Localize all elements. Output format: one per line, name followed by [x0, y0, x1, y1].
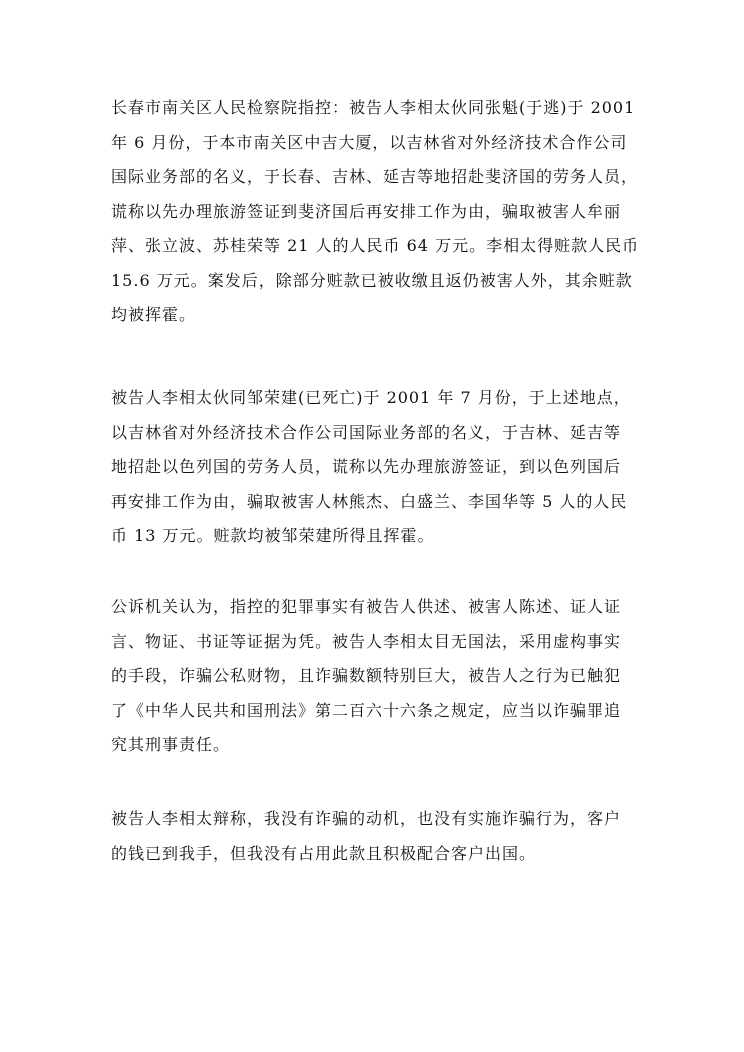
paragraph-line: 再安排工作为由，骗取被害人林熊杰、白盛兰、李国华等 5 人的人民 [111, 491, 628, 511]
paragraph-line: 15.6 万元。案发后，除部分赃款已被收缴且返仍被害人外，其余赃款 [111, 270, 633, 290]
paragraph-defense [111, 802, 641, 871]
paragraph-line: 均被挥霍。 [111, 305, 197, 324]
paragraph-line: 年 6 月份，于本市南关区中吉大厦，以吉林省对外经济技术合作公司 [111, 132, 628, 152]
paragraph-prosecution-opinion [111, 590, 641, 763]
paragraph-line: 被告人李相太辩称，我没有诈骗的动机，也没有实施诈骗行为，客户 [111, 809, 622, 828]
paragraph-line: 的钱已到我手，但我没有占用此款且积极配合客户出国。 [111, 843, 537, 863]
paragraph-line: 了《中华人民共和国刑法》第二百六十六条之规定，应当以诈骗罪追 [111, 700, 622, 720]
paragraph-line: 言、物证、书证等证据为凭。被告人李相太目无国法，采用虚构事实 [111, 631, 622, 651]
paragraph-second-charge [111, 381, 641, 554]
paragraph-line: 以吉林省对外经济技术合作公司国际业务部的名义，于吉林、延吉等 [111, 422, 622, 442]
paragraph-line: 萍、张立波、苏桂荣等 21 人的人民币 64 万元。李相太得赃款人民币 [111, 236, 640, 255]
paragraph-line: 谎称以先办理旅游签证到斐济国后再安排工作为由，骗取被害人牟丽 [111, 201, 622, 221]
paragraph-line: 被告人李相太伙同邹荣建(已死亡)于 2001 年 7 月份，于上述地点， [111, 388, 631, 407]
paragraph-line: 究其刑事责任。 [111, 735, 231, 754]
paragraph-line: 公诉机关认为，指控的犯罪事实有被告人供述、被害人陈述、证人证 [111, 597, 622, 616]
paragraph-indictment [111, 91, 641, 333]
paragraph-line: 国际业务部的名义，于长春、吉林、延吉等地招赴斐济国的劳务人员， [111, 167, 639, 186]
paragraph-line: 币 13 万元。赃款均被邹荣建所得且挥霍。 [111, 526, 435, 545]
paragraph-line: 长春市南关区人民检察院指控：被告人李相太伙同张魁(于逃)于 2001 [111, 98, 636, 117]
paragraph-line: 地招赴以色列国的劳务人员，谎称以先办理旅游签证，到以色列国后 [111, 457, 622, 476]
paragraph-line: 的手段，诈骗公私财物，且诈骗数额特别巨大，被告人之行为已触犯 [111, 666, 622, 685]
